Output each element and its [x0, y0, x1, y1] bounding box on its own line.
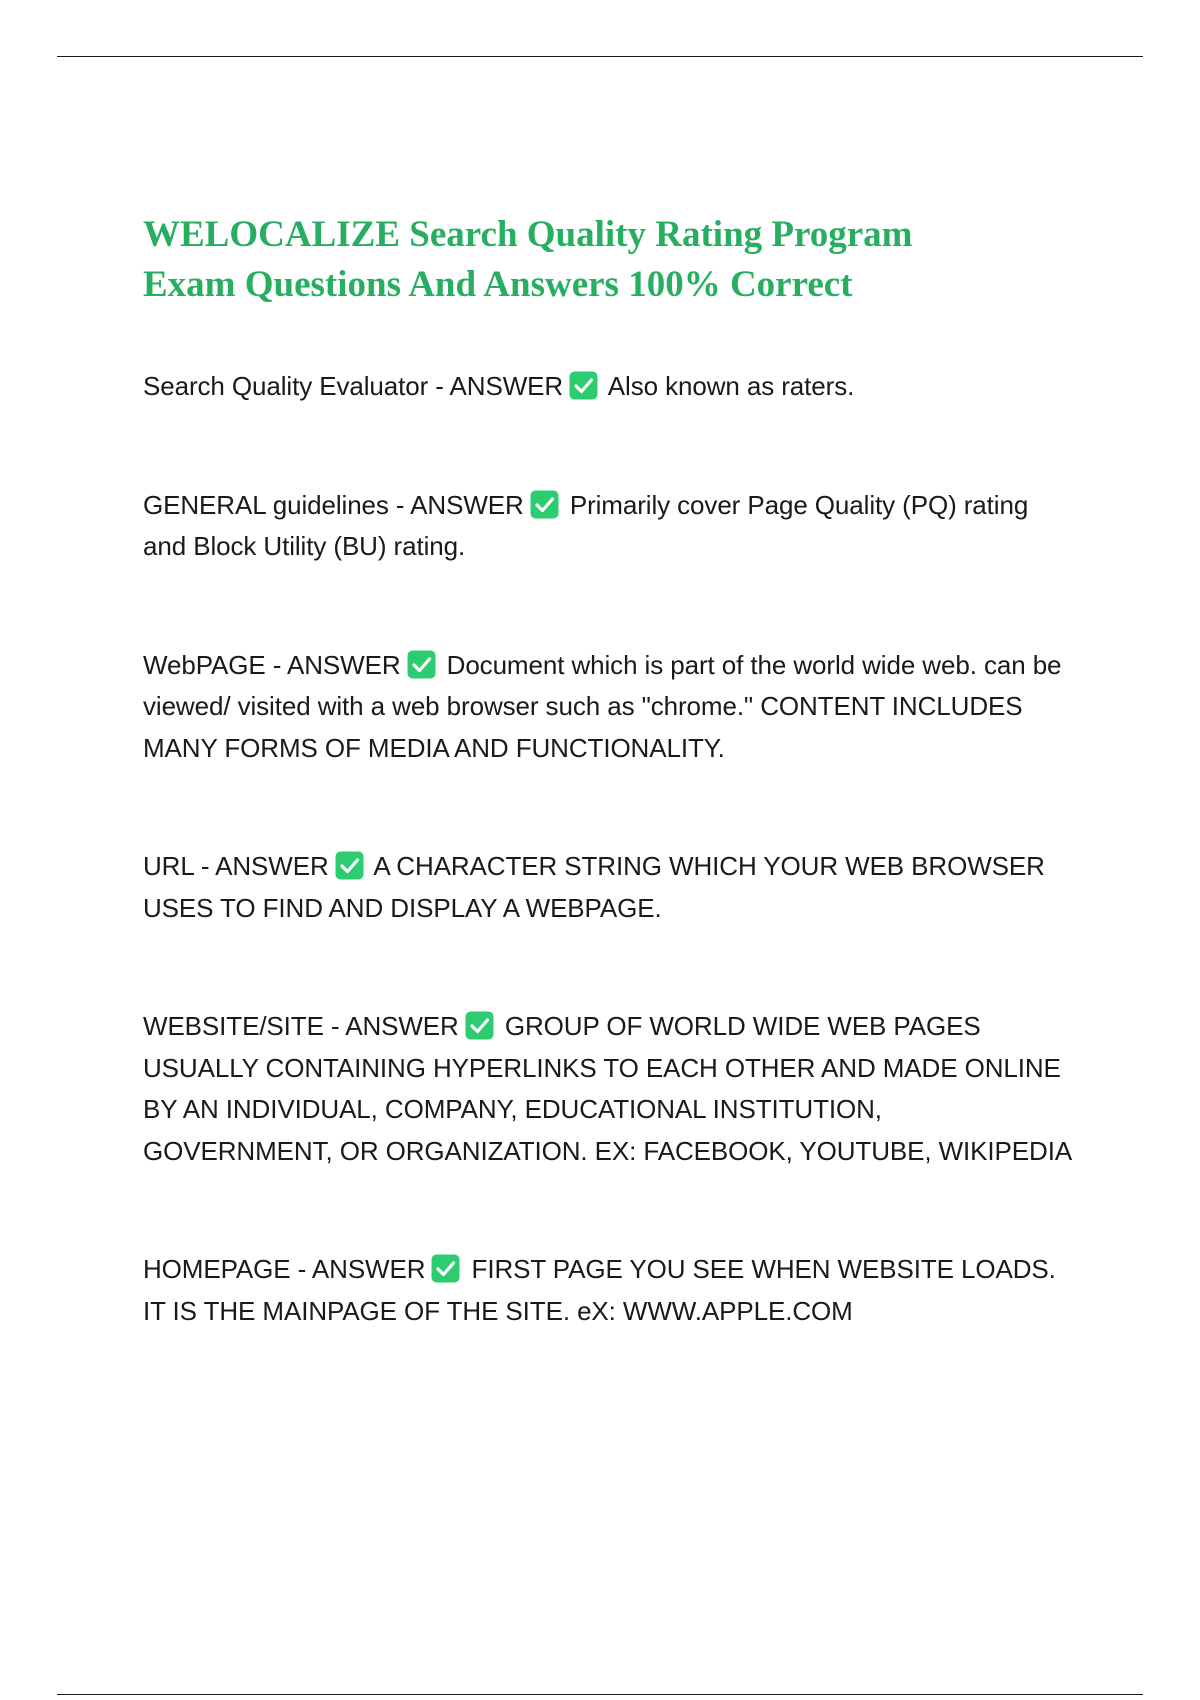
qa-item — [143, 1006, 1078, 1172]
answer-marker: - ANSWER — [428, 371, 564, 401]
check-mark-icon — [465, 1011, 494, 1040]
qa-item — [143, 485, 1078, 568]
check-mark-icon — [530, 490, 559, 519]
qa-definition: Document which is part of the world wide web. can be viewed/ visited with a web browser such as "chrome." CONTENT INCLUDES MANY FORMS OF MEDIA AND FUNCTIONALITY. — [143, 649, 1062, 763]
title-line-2: Exam Questions And Answers 100% Correct — [143, 264, 853, 305]
qa-term: GENERAL guidelines — [143, 489, 389, 520]
qa-term: URL — [143, 851, 194, 881]
qa-definition: GROUP OF WORLD WIDE WEB PAGES USUALLY CONTAINING HYPERLINKS TO EACH OTHER AND MADE ONLINE BY AN INDIVIDUAL, COMPANY, EDUCATIONAL INSTITUTION, GOVERNMENT, OR ORGANIZATION. EX: FACEBOOK, YOUTUBE, WIKIPEDIA — [143, 1011, 1073, 1166]
top-divider — [57, 56, 1143, 57]
qa-definition: FIRST PAGE YOU SEE WHEN WEBSITE LOADS. IT IS THE MAINPAGE OF THE SITE. eX: WWW.APPLE.COM — [143, 1254, 1056, 1326]
document-body — [143, 210, 1078, 1409]
bottom-divider — [57, 1694, 1143, 1695]
answer-marker: - ANSWER — [388, 489, 524, 520]
title-line-1: WELOCALIZE Search Quality Rating Program — [143, 214, 913, 255]
qa-definition: Primarily cover Page Quality (PQ) rating and Block Utility (BU) rating. — [143, 489, 1029, 561]
qa-definition: A CHARACTER STRING WHICH YOUR WEB BROWSER USES TO FIND AND DISPLAY A WEBPAGE. — [143, 851, 1045, 923]
answer-marker: - ANSWER — [193, 851, 329, 881]
check-mark-icon — [569, 371, 598, 400]
answer-marker: - ANSWER — [323, 1011, 459, 1041]
qa-term: WebPAGE — [143, 649, 266, 680]
qa-item — [143, 846, 1078, 929]
qa-term: Search Quality Evaluator — [143, 371, 429, 401]
qa-list — [143, 366, 1078, 1332]
document-title — [143, 210, 1078, 310]
qa-term: HOMEPAGE — [143, 1254, 291, 1284]
qa-item — [143, 645, 1078, 770]
qa-item — [143, 366, 1078, 408]
check-mark-icon — [407, 650, 436, 679]
answer-marker: - ANSWER — [265, 649, 401, 680]
qa-definition: Also known as raters. — [607, 371, 855, 401]
check-mark-icon — [335, 851, 364, 880]
answer-marker: - ANSWER — [290, 1254, 426, 1284]
qa-term: WEBSITE/SITE — [143, 1011, 324, 1041]
check-mark-icon — [431, 1254, 460, 1283]
qa-item — [143, 1249, 1078, 1332]
